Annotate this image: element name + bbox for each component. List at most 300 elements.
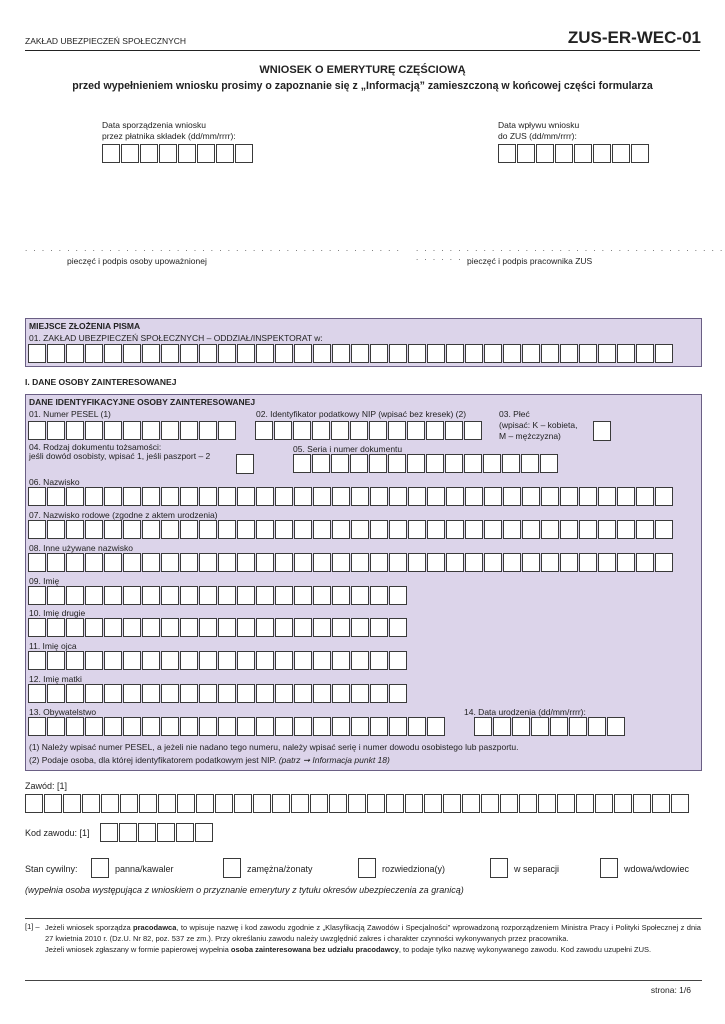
char-box[interactable] (142, 487, 160, 506)
char-box[interactable] (350, 454, 368, 473)
char-box[interactable] (158, 794, 176, 813)
char-box[interactable] (636, 344, 654, 363)
char-box[interactable] (218, 487, 236, 506)
char-box[interactable] (218, 651, 236, 670)
recv-date-boxes[interactable] (498, 144, 650, 163)
char-box[interactable] (370, 344, 388, 363)
char-box[interactable] (47, 553, 65, 572)
char-box[interactable] (161, 344, 179, 363)
char-box[interactable] (386, 794, 404, 813)
char-box[interactable] (195, 823, 213, 842)
char-box[interactable] (47, 586, 65, 605)
char-box[interactable] (550, 717, 568, 736)
char-box[interactable] (443, 794, 461, 813)
char-box[interactable] (350, 421, 368, 440)
char-box[interactable] (522, 520, 540, 539)
char-box[interactable] (120, 794, 138, 813)
char-box[interactable] (598, 520, 616, 539)
char-box[interactable] (123, 553, 141, 572)
char-box[interactable] (313, 344, 331, 363)
char-box[interactable] (408, 520, 426, 539)
char-box[interactable] (351, 684, 369, 703)
char-box[interactable] (427, 553, 445, 572)
char-box[interactable] (405, 794, 423, 813)
marital-checkbox-3[interactable] (490, 858, 508, 878)
char-box[interactable] (161, 421, 179, 440)
char-box[interactable] (142, 684, 160, 703)
second-name-boxes[interactable] (28, 618, 408, 637)
char-box[interactable] (66, 344, 84, 363)
nip-boxes[interactable] (255, 421, 483, 440)
gender-box[interactable] (593, 421, 611, 441)
char-box[interactable] (633, 794, 651, 813)
char-box[interactable] (332, 553, 350, 572)
char-box[interactable] (218, 684, 236, 703)
char-box[interactable] (66, 618, 84, 637)
char-box[interactable] (655, 344, 673, 363)
char-box[interactable] (541, 487, 559, 506)
char-box[interactable] (310, 794, 328, 813)
char-box[interactable] (255, 421, 273, 440)
char-box[interactable] (66, 553, 84, 572)
char-box[interactable] (313, 717, 331, 736)
char-box[interactable] (293, 421, 311, 440)
char-box[interactable] (484, 520, 502, 539)
char-box[interactable] (142, 651, 160, 670)
char-box[interactable] (199, 618, 217, 637)
char-box[interactable] (574, 144, 592, 163)
char-box[interactable] (465, 553, 483, 572)
char-box[interactable] (66, 586, 84, 605)
char-box[interactable] (157, 823, 175, 842)
char-box[interactable] (100, 823, 118, 842)
char-box[interactable] (66, 520, 84, 539)
char-box[interactable] (636, 520, 654, 539)
char-box[interactable] (351, 553, 369, 572)
char-box[interactable] (197, 144, 215, 163)
char-box[interactable] (85, 684, 103, 703)
char-box[interactable] (332, 684, 350, 703)
marital-checkbox-0[interactable] (91, 858, 109, 878)
char-box[interactable] (503, 520, 521, 539)
char-box[interactable] (617, 520, 635, 539)
char-box[interactable] (598, 553, 616, 572)
char-box[interactable] (237, 586, 255, 605)
char-box[interactable] (370, 586, 388, 605)
char-box[interactable] (66, 421, 84, 440)
char-box[interactable] (536, 144, 554, 163)
char-box[interactable] (370, 520, 388, 539)
char-box[interactable] (47, 487, 65, 506)
char-box[interactable] (408, 487, 426, 506)
char-box[interactable] (332, 487, 350, 506)
char-box[interactable] (256, 553, 274, 572)
char-box[interactable] (216, 144, 234, 163)
char-box[interactable] (237, 553, 255, 572)
char-box[interactable] (275, 586, 293, 605)
char-box[interactable] (671, 794, 689, 813)
char-box[interactable] (370, 717, 388, 736)
char-box[interactable] (427, 487, 445, 506)
char-box[interactable] (351, 717, 369, 736)
char-box[interactable] (351, 618, 369, 637)
char-box[interactable] (161, 651, 179, 670)
first-name-boxes[interactable] (28, 586, 408, 605)
char-box[interactable] (123, 684, 141, 703)
char-box[interactable] (85, 520, 103, 539)
char-box[interactable] (445, 454, 463, 473)
char-box[interactable] (313, 684, 331, 703)
char-box[interactable] (408, 553, 426, 572)
char-box[interactable] (161, 717, 179, 736)
birth-surname-boxes[interactable] (28, 520, 674, 539)
char-box[interactable] (218, 618, 236, 637)
char-box[interactable] (652, 794, 670, 813)
char-box[interactable] (617, 553, 635, 572)
prep-date-boxes[interactable] (102, 144, 254, 163)
char-box[interactable] (348, 794, 366, 813)
char-box[interactable] (142, 520, 160, 539)
char-box[interactable] (426, 454, 444, 473)
char-box[interactable] (560, 487, 578, 506)
char-box[interactable] (253, 794, 271, 813)
char-box[interactable] (47, 651, 65, 670)
char-box[interactable] (215, 794, 233, 813)
char-box[interactable] (464, 421, 482, 440)
birth-date-boxes[interactable] (474, 717, 626, 736)
char-box[interactable] (142, 586, 160, 605)
char-box[interactable] (493, 717, 511, 736)
char-box[interactable] (159, 144, 177, 163)
char-box[interactable] (196, 794, 214, 813)
char-box[interactable] (218, 553, 236, 572)
char-box[interactable] (237, 520, 255, 539)
char-box[interactable] (367, 794, 385, 813)
char-box[interactable] (104, 553, 122, 572)
char-box[interactable] (560, 520, 578, 539)
char-box[interactable] (199, 344, 217, 363)
char-box[interactable] (427, 344, 445, 363)
char-box[interactable] (446, 487, 464, 506)
char-box[interactable] (82, 794, 100, 813)
char-box[interactable] (388, 454, 406, 473)
char-box[interactable] (85, 344, 103, 363)
char-box[interactable] (294, 717, 312, 736)
char-box[interactable] (256, 487, 274, 506)
char-box[interactable] (28, 487, 46, 506)
char-box[interactable] (541, 344, 559, 363)
place-boxes[interactable] (28, 344, 674, 363)
char-box[interactable] (424, 794, 442, 813)
char-box[interactable] (123, 421, 141, 440)
char-box[interactable] (560, 553, 578, 572)
char-box[interactable] (47, 717, 65, 736)
char-box[interactable] (101, 794, 119, 813)
char-box[interactable] (234, 794, 252, 813)
char-box[interactable] (256, 717, 274, 736)
char-box[interactable] (256, 651, 274, 670)
char-box[interactable] (294, 344, 312, 363)
char-box[interactable] (474, 717, 492, 736)
char-box[interactable] (612, 144, 630, 163)
char-box[interactable] (294, 553, 312, 572)
char-box[interactable] (28, 618, 46, 637)
char-box[interactable] (521, 454, 539, 473)
char-box[interactable] (484, 553, 502, 572)
char-box[interactable] (85, 717, 103, 736)
char-box[interactable] (655, 520, 673, 539)
char-box[interactable] (370, 684, 388, 703)
char-box[interactable] (576, 794, 594, 813)
char-box[interactable] (370, 651, 388, 670)
char-box[interactable] (102, 144, 120, 163)
char-box[interactable] (85, 651, 103, 670)
char-box[interactable] (256, 684, 274, 703)
char-box[interactable] (294, 586, 312, 605)
char-box[interactable] (28, 586, 46, 605)
char-box[interactable] (180, 717, 198, 736)
char-box[interactable] (426, 421, 444, 440)
char-box[interactable] (541, 520, 559, 539)
char-box[interactable] (104, 684, 122, 703)
char-box[interactable] (388, 421, 406, 440)
char-box[interactable] (66, 651, 84, 670)
char-box[interactable] (294, 487, 312, 506)
char-box[interactable] (294, 520, 312, 539)
char-box[interactable] (427, 520, 445, 539)
char-box[interactable] (199, 684, 217, 703)
char-box[interactable] (123, 344, 141, 363)
char-box[interactable] (522, 553, 540, 572)
char-box[interactable] (47, 421, 65, 440)
char-box[interactable] (579, 553, 597, 572)
char-box[interactable] (389, 520, 407, 539)
char-box[interactable] (655, 487, 673, 506)
char-box[interactable] (614, 794, 632, 813)
char-box[interactable] (294, 618, 312, 637)
mother-name-boxes[interactable] (28, 684, 408, 703)
char-box[interactable] (329, 794, 347, 813)
char-box[interactable] (199, 717, 217, 736)
char-box[interactable] (593, 144, 611, 163)
char-box[interactable] (517, 144, 535, 163)
marital-checkbox-2[interactable] (358, 858, 376, 878)
char-box[interactable] (161, 684, 179, 703)
char-box[interactable] (313, 651, 331, 670)
char-box[interactable] (332, 618, 350, 637)
char-box[interactable] (595, 794, 613, 813)
char-box[interactable] (522, 344, 540, 363)
char-box[interactable] (180, 421, 198, 440)
char-box[interactable] (313, 487, 331, 506)
char-box[interactable] (389, 717, 407, 736)
char-box[interactable] (446, 553, 464, 572)
char-box[interactable] (123, 618, 141, 637)
char-box[interactable] (66, 717, 84, 736)
char-box[interactable] (313, 520, 331, 539)
char-box[interactable] (555, 144, 573, 163)
char-box[interactable] (636, 487, 654, 506)
char-box[interactable] (256, 618, 274, 637)
marital-checkbox-1[interactable] (223, 858, 241, 878)
char-box[interactable] (408, 344, 426, 363)
char-box[interactable] (557, 794, 575, 813)
char-box[interactable] (464, 454, 482, 473)
char-box[interactable] (351, 344, 369, 363)
char-box[interactable] (123, 717, 141, 736)
char-box[interactable] (161, 487, 179, 506)
char-box[interactable] (142, 421, 160, 440)
char-box[interactable] (142, 553, 160, 572)
char-box[interactable] (85, 421, 103, 440)
char-box[interactable] (256, 520, 274, 539)
char-box[interactable] (85, 487, 103, 506)
char-box[interactable] (180, 586, 198, 605)
char-box[interactable] (47, 344, 65, 363)
char-box[interactable] (180, 684, 198, 703)
char-box[interactable] (332, 344, 350, 363)
char-box[interactable] (28, 421, 46, 440)
char-box[interactable] (481, 794, 499, 813)
char-box[interactable] (237, 651, 255, 670)
char-box[interactable] (85, 553, 103, 572)
char-box[interactable] (484, 344, 502, 363)
char-box[interactable] (237, 684, 255, 703)
char-box[interactable] (331, 421, 349, 440)
char-box[interactable] (407, 454, 425, 473)
char-box[interactable] (28, 520, 46, 539)
char-box[interactable] (427, 717, 445, 736)
char-box[interactable] (579, 487, 597, 506)
char-box[interactable] (294, 684, 312, 703)
char-box[interactable] (498, 144, 516, 163)
char-box[interactable] (598, 344, 616, 363)
occupation-boxes[interactable] (25, 794, 690, 813)
char-box[interactable] (235, 144, 253, 163)
char-box[interactable] (237, 487, 255, 506)
char-box[interactable] (44, 794, 62, 813)
char-box[interactable] (119, 823, 137, 842)
char-box[interactable] (445, 421, 463, 440)
char-box[interactable] (351, 586, 369, 605)
char-box[interactable] (331, 454, 349, 473)
char-box[interactable] (28, 684, 46, 703)
char-box[interactable] (588, 717, 606, 736)
char-box[interactable] (503, 344, 521, 363)
char-box[interactable] (484, 487, 502, 506)
char-box[interactable] (274, 421, 292, 440)
char-box[interactable] (123, 586, 141, 605)
char-box[interactable] (104, 520, 122, 539)
char-box[interactable] (218, 520, 236, 539)
char-box[interactable] (180, 618, 198, 637)
char-box[interactable] (104, 618, 122, 637)
char-box[interactable] (104, 717, 122, 736)
char-box[interactable] (313, 586, 331, 605)
char-box[interactable] (294, 651, 312, 670)
char-box[interactable] (123, 487, 141, 506)
char-box[interactable] (275, 717, 293, 736)
char-box[interactable] (538, 794, 556, 813)
char-box[interactable] (237, 717, 255, 736)
char-box[interactable] (123, 651, 141, 670)
char-box[interactable] (176, 823, 194, 842)
char-box[interactable] (66, 684, 84, 703)
char-box[interactable] (655, 553, 673, 572)
char-box[interactable] (389, 586, 407, 605)
char-box[interactable] (180, 651, 198, 670)
marital-checkbox-4[interactable] (600, 858, 618, 878)
char-box[interactable] (28, 717, 46, 736)
char-box[interactable] (370, 618, 388, 637)
char-box[interactable] (465, 520, 483, 539)
char-box[interactable] (139, 794, 157, 813)
char-box[interactable] (47, 618, 65, 637)
other-surname-boxes[interactable] (28, 553, 674, 572)
char-box[interactable] (531, 717, 549, 736)
char-box[interactable] (389, 553, 407, 572)
doc-type-box[interactable] (236, 454, 254, 474)
char-box[interactable] (389, 651, 407, 670)
char-box[interactable] (218, 344, 236, 363)
char-box[interactable] (579, 520, 597, 539)
char-box[interactable] (465, 487, 483, 506)
char-box[interactable] (332, 651, 350, 670)
char-box[interactable] (312, 421, 330, 440)
char-box[interactable] (104, 586, 122, 605)
char-box[interactable] (199, 553, 217, 572)
char-box[interactable] (389, 684, 407, 703)
char-box[interactable] (636, 553, 654, 572)
char-box[interactable] (28, 553, 46, 572)
char-box[interactable] (631, 144, 649, 163)
char-box[interactable] (351, 520, 369, 539)
char-box[interactable] (275, 553, 293, 572)
char-box[interactable] (500, 794, 518, 813)
char-box[interactable] (598, 487, 616, 506)
char-box[interactable] (161, 586, 179, 605)
doc-number-boxes[interactable] (293, 454, 559, 473)
char-box[interactable] (199, 520, 217, 539)
char-box[interactable] (63, 794, 81, 813)
pesel-boxes[interactable] (28, 421, 237, 440)
char-box[interactable] (540, 454, 558, 473)
char-box[interactable] (351, 651, 369, 670)
char-box[interactable] (369, 421, 387, 440)
char-box[interactable] (104, 487, 122, 506)
char-box[interactable] (541, 553, 559, 572)
char-box[interactable] (446, 520, 464, 539)
char-box[interactable] (503, 553, 521, 572)
char-box[interactable] (218, 421, 236, 440)
citizenship-boxes[interactable] (28, 717, 446, 736)
char-box[interactable] (407, 421, 425, 440)
char-box[interactable] (579, 344, 597, 363)
char-box[interactable] (313, 553, 331, 572)
char-box[interactable] (180, 553, 198, 572)
char-box[interactable] (560, 344, 578, 363)
char-box[interactable] (121, 144, 139, 163)
char-box[interactable] (237, 344, 255, 363)
char-box[interactable] (332, 586, 350, 605)
char-box[interactable] (218, 586, 236, 605)
char-box[interactable] (351, 487, 369, 506)
char-box[interactable] (199, 651, 217, 670)
char-box[interactable] (502, 454, 520, 473)
char-box[interactable] (275, 487, 293, 506)
char-box[interactable] (123, 520, 141, 539)
char-box[interactable] (28, 344, 46, 363)
